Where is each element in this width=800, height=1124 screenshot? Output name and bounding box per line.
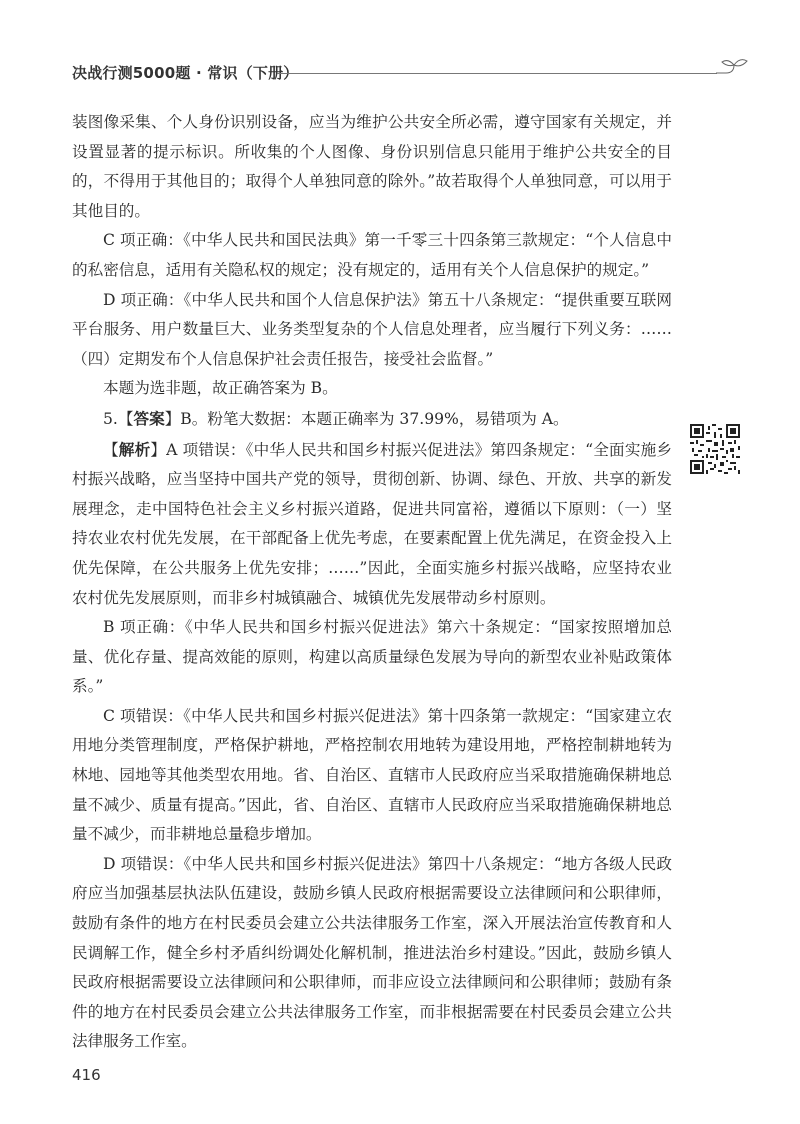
analysis-prefix: 【 <box>103 440 119 459</box>
paragraph-conclusion: 本题为选非题，故正确答案为 B。 <box>103 379 338 398</box>
paragraph-option-c: C 项正确：《中华人民共和国民法典》第一千零三十四条第三款规定：“个人信息中的私密信息，适用有关隐私权的规定；没有规定的，适用有关个人信息保护的规定。” <box>72 231 672 279</box>
qr-code-icon[interactable] <box>690 424 740 474</box>
header-title: 决战行测5000题 · 常识（下册） <box>72 64 299 82</box>
page-body <box>72 108 672 1057</box>
header-divider <box>277 73 717 74</box>
answer-label: 答案 <box>133 408 165 428</box>
analysis-text: 】A 项错误：《中华人民共和国乡村振兴促进法》第四条规定：“全面实施乡村振兴战略，应当坚持中国共产党的领导，贯彻创新、协调、绿色、开放、共享的新发展理念，走中国特色社会主义乡村振兴道路，促进共同富裕，遵循以下原则：（一）坚持农业农村优先发展，在干部配备上优先考虑，在要素配置上优先满足，在资金投入上优先保障，在公共服务上优先安排；……”因此，全面实施乡村振兴战略，应坚持农业农村优先发展原则，而非乡村城镇融合、城镇优先发展带动乡村原则。 <box>72 440 672 607</box>
paragraph-option-d2: D 项错误：《中华人民共和国乡村振兴促进法》第四十八条规定：“地方各级人民政府应当加强基层执法队伍建设，鼓励乡镇人民政府根据需要设立法律顾问和公职律师，鼓励有条件的地方在村民委员会建立公共法律服务工作室，深入开展法治宣传教育和人民调解工作，健全乡村矛盾纠纷调处化解机制，推进法治乡村建设。”因此，鼓励乡镇人民政府根据需要设立法律顾问和公职律师，而非应设立法律顾问和公职律师；鼓励有条件的地方在村民委员会建立公共法律服务工作室，而非根据需要在村民委员会建立公共法律服务工作室。 <box>72 854 672 1051</box>
paragraph-continued: 装图像采集、个人身份识别设备，应当为维护公共安全所必需，遵守国家有关规定，并设置显著的提示标识。所收集的个人图像、身份识别信息只能用于维护公共安全的目的，不得用于其他目的；取得个人单独同意的除外。”故若取得个人单独同意，可以用于其他目的。 <box>72 113 672 220</box>
paragraph-option-c2: C 项错误：《中华人民共和国乡村振兴促进法》第十四条第一款规定：“国家建立农用地分类管理制度，严格保护耕地，严格控制农用地转为建设用地，严格控制耕地转为林地、园地等其他类型农用地。省、自治区、直辖市人民政府应当采取措施确保耕地总量不减少、质量有提高。”因此，省、自治区、直辖市人民政府应当采取措施确保耕地总量不减少，而非耕地总量稳步增加。 <box>72 706 672 844</box>
answer-line <box>72 404 672 435</box>
sprout-ornament-icon <box>712 56 752 82</box>
analysis-paragraph <box>72 435 672 614</box>
answer-prefix: 5.【 <box>103 409 134 428</box>
analysis-label: 解析 <box>118 439 151 459</box>
paragraph-option-b: B 项正确：《中华人民共和国乡村振兴促进法》第六十条规定：“国家按照增加总量、优化存量、提高效能的原则，构建以高质量绿色发展为导向的新型农业补贴政策体系。” <box>72 618 672 696</box>
page-number: 416 <box>72 1066 101 1084</box>
answer-text: 】B。粉笔大数据：本题正确率为 37.99%，易错项为 A。 <box>164 409 569 428</box>
running-header <box>72 62 752 88</box>
paragraph-option-d: D 项正确：《中华人民共和国个人信息保护法》第五十八条规定：“提供重要互联网平台服务、用户数量巨大、业务类型复杂的个人信息处理者，应当履行下列义务：……（四）定期发布个人信息保护社会责任报告，接受社会监督。” <box>72 290 672 368</box>
